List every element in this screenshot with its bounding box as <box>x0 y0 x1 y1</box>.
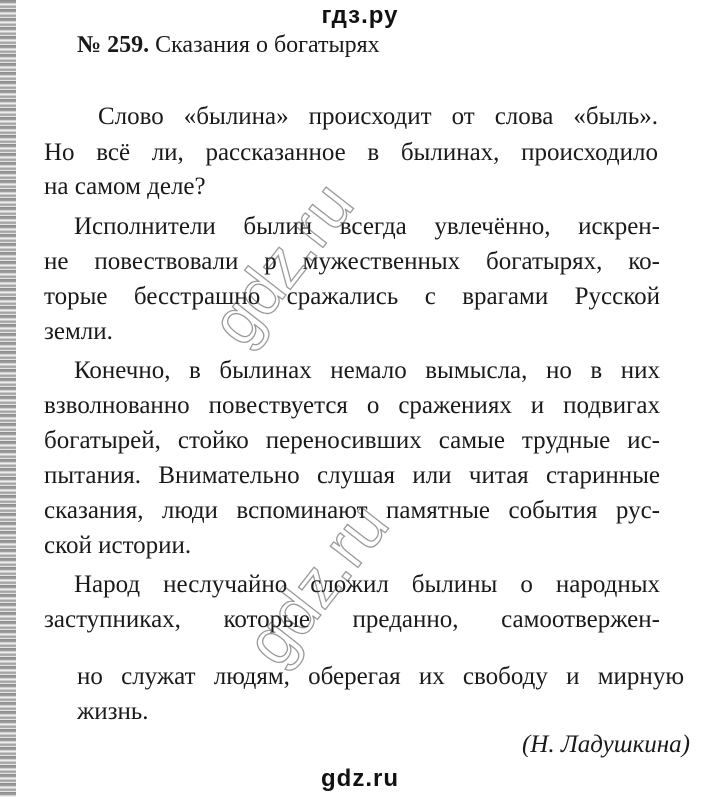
text-line: взволнованно повествуется о сражениях и подвигах <box>44 392 660 419</box>
text-line: жизнь. <box>77 698 149 725</box>
text-line: на самом деле? <box>44 173 206 200</box>
text-line: Но всё ли, рассказанное в былинах, происходило <box>44 139 658 166</box>
exercise-heading <box>77 32 380 59</box>
watermark: gdz.ru <box>196 167 368 359</box>
text-line: Конечно, в былинах немало вымысла, но в них <box>74 357 660 384</box>
text-line: богатырей, стойко переносивших самые трудные ис- <box>44 427 660 454</box>
text-line: сказания, люди вспоминают памятные события рус- <box>44 497 660 524</box>
text-line: заступниках, которые преданно, самоотвержен- <box>44 606 660 633</box>
watermark: gdz.ru <box>231 487 403 679</box>
page-edge-scan <box>0 0 16 797</box>
text-line: Исполнители былин всегда увлечённо, искрен- <box>74 213 660 240</box>
text-line: пытания. Внимательно слушая или читая старинные <box>44 462 660 489</box>
exercise-number: № 259. <box>77 32 150 58</box>
text-line: но служат людям, оберегая их свободу и мирную <box>77 663 684 690</box>
text-line: земли. <box>44 318 113 345</box>
site-header: гдз.ру <box>321 2 399 29</box>
site-footer: gdz.ru <box>321 765 399 792</box>
text-line: не повествовали р мужественных богатырях, ко- <box>44 248 660 275</box>
text-line: торые бесстрашно сражались с врагами Русской <box>44 283 660 310</box>
text-line: Народ неслучайно сложил былины о народных <box>74 571 660 598</box>
exercise-title: Сказания о богатырях <box>155 32 380 58</box>
text-line: Слово «былина» происходит от слова «быль». <box>98 103 658 130</box>
text-line: ской истории. <box>44 532 192 559</box>
author-signature: (Н. Ладушкина) <box>521 731 690 758</box>
